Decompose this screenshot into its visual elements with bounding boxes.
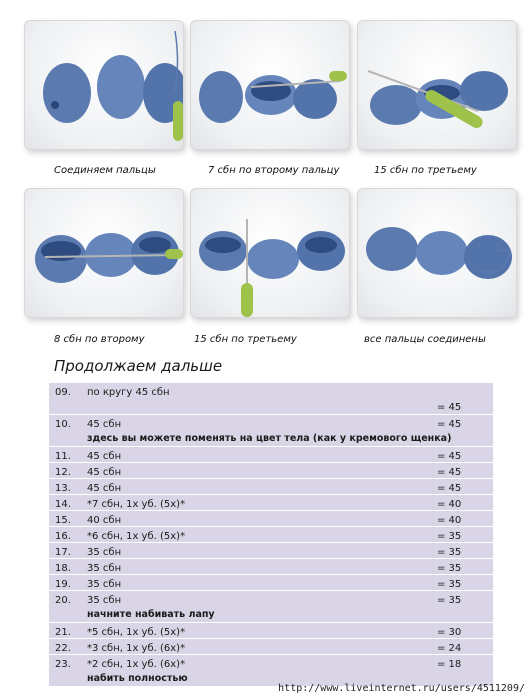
table-row: [49, 639, 493, 655]
caption-step-6: все пальцы соединены: [364, 334, 486, 345]
photo-step-1: [24, 20, 184, 150]
row-number: 20.: [55, 595, 71, 606]
row-number: 17.: [55, 547, 71, 558]
table-row: [49, 575, 493, 591]
row-instruction: 45 сбн: [87, 483, 122, 494]
row-stitch-count: = 40: [437, 515, 462, 526]
row-instruction: 35 сбн: [87, 579, 122, 590]
row-instruction: *3 сбн, 1х уб. (6х)*: [87, 643, 186, 654]
table-row: [49, 495, 493, 511]
photo-step-4: [24, 188, 184, 318]
row-stitch-count: = 24: [437, 643, 462, 654]
row-note: здесь вы можете поменять на цвет тела (как у кремового щенка): [87, 433, 452, 444]
table-row: [49, 591, 493, 623]
row-instruction: *7 сбн, 1х уб. (5х)*: [87, 499, 186, 510]
row-number: 16.: [55, 531, 71, 542]
row-number: 18.: [55, 563, 71, 574]
row-number: 12.: [55, 467, 71, 478]
row-instruction: по кругу 45 сбн: [87, 387, 170, 398]
row-stitch-count: = 45: [437, 451, 462, 462]
row-stitch-count: = 18: [437, 659, 462, 670]
photo-step-6: [357, 188, 517, 318]
table-row: [49, 623, 493, 639]
table-row: [49, 527, 493, 543]
row-note: набить полностью: [87, 673, 188, 684]
row-number: 15.: [55, 515, 71, 526]
row-number: 19.: [55, 579, 71, 590]
row-stitch-count: = 35: [437, 595, 462, 606]
row-instruction: *6 сбн, 1х уб. (5х)*: [87, 531, 186, 542]
photo-step-5: [190, 188, 350, 318]
row-instruction: *5 сбн, 1х уб. (5х)*: [87, 627, 186, 638]
table-row: [49, 415, 493, 447]
caption-step-2: 7 сбн по второму пальцу: [208, 165, 340, 176]
row-stitch-count: = 35: [437, 531, 462, 542]
row-instruction: *2 сбн, 1х уб. (6х)*: [87, 659, 186, 670]
row-instruction: 35 сбн: [87, 595, 122, 606]
row-instruction: 35 сбн: [87, 563, 122, 574]
caption-step-1: Соединяем пальцы: [54, 165, 156, 176]
table-row: [49, 543, 493, 559]
caption-step-5: 15 сбн по третьему: [194, 334, 297, 345]
row-stitch-count: = 35: [437, 579, 462, 590]
caption-step-4: 8 сбн по второму: [54, 334, 145, 345]
row-stitch-count: = 45: [437, 483, 462, 494]
row-stitch-count: = 45: [437, 419, 462, 430]
row-stitch-count: = 45: [437, 402, 462, 413]
row-stitch-count: = 45: [437, 467, 462, 478]
row-note: начните набивать лапу: [87, 609, 215, 620]
row-number: 11.: [55, 451, 71, 462]
row-instruction: 45 сбн: [87, 451, 122, 462]
table-row: [49, 511, 493, 527]
row-number: 10.: [55, 419, 71, 430]
table-row: [49, 383, 493, 415]
row-stitch-count: = 35: [437, 563, 462, 574]
table-row: [49, 559, 493, 575]
row-instruction: 45 сбн: [87, 419, 122, 430]
row-instruction: 35 сбн: [87, 547, 122, 558]
row-number: 21.: [55, 627, 71, 638]
row-number: 23.: [55, 659, 71, 670]
row-number: 13.: [55, 483, 71, 494]
table-row: [49, 463, 493, 479]
table-row: [49, 447, 493, 463]
table-row: [49, 479, 493, 495]
row-number: 22.: [55, 643, 71, 654]
row-number: 14.: [55, 499, 71, 510]
row-stitch-count: = 35: [437, 547, 462, 558]
row-instruction: 40 сбн: [87, 515, 122, 526]
row-stitch-count: = 30: [437, 627, 462, 638]
row-instruction: 45 сбн: [87, 467, 122, 478]
row-stitch-count: = 40: [437, 499, 462, 510]
photo-step-3: [357, 20, 517, 150]
row-number: 09.: [55, 387, 71, 398]
photo-step-2: [190, 20, 350, 150]
pattern-table: [49, 382, 493, 687]
section-title: Продолжаем дальше: [54, 357, 223, 375]
caption-step-3: 15 сбн по третьему: [374, 165, 477, 176]
source-watermark: http://www.liveinternet.ru/users/4511209/: [278, 683, 525, 694]
